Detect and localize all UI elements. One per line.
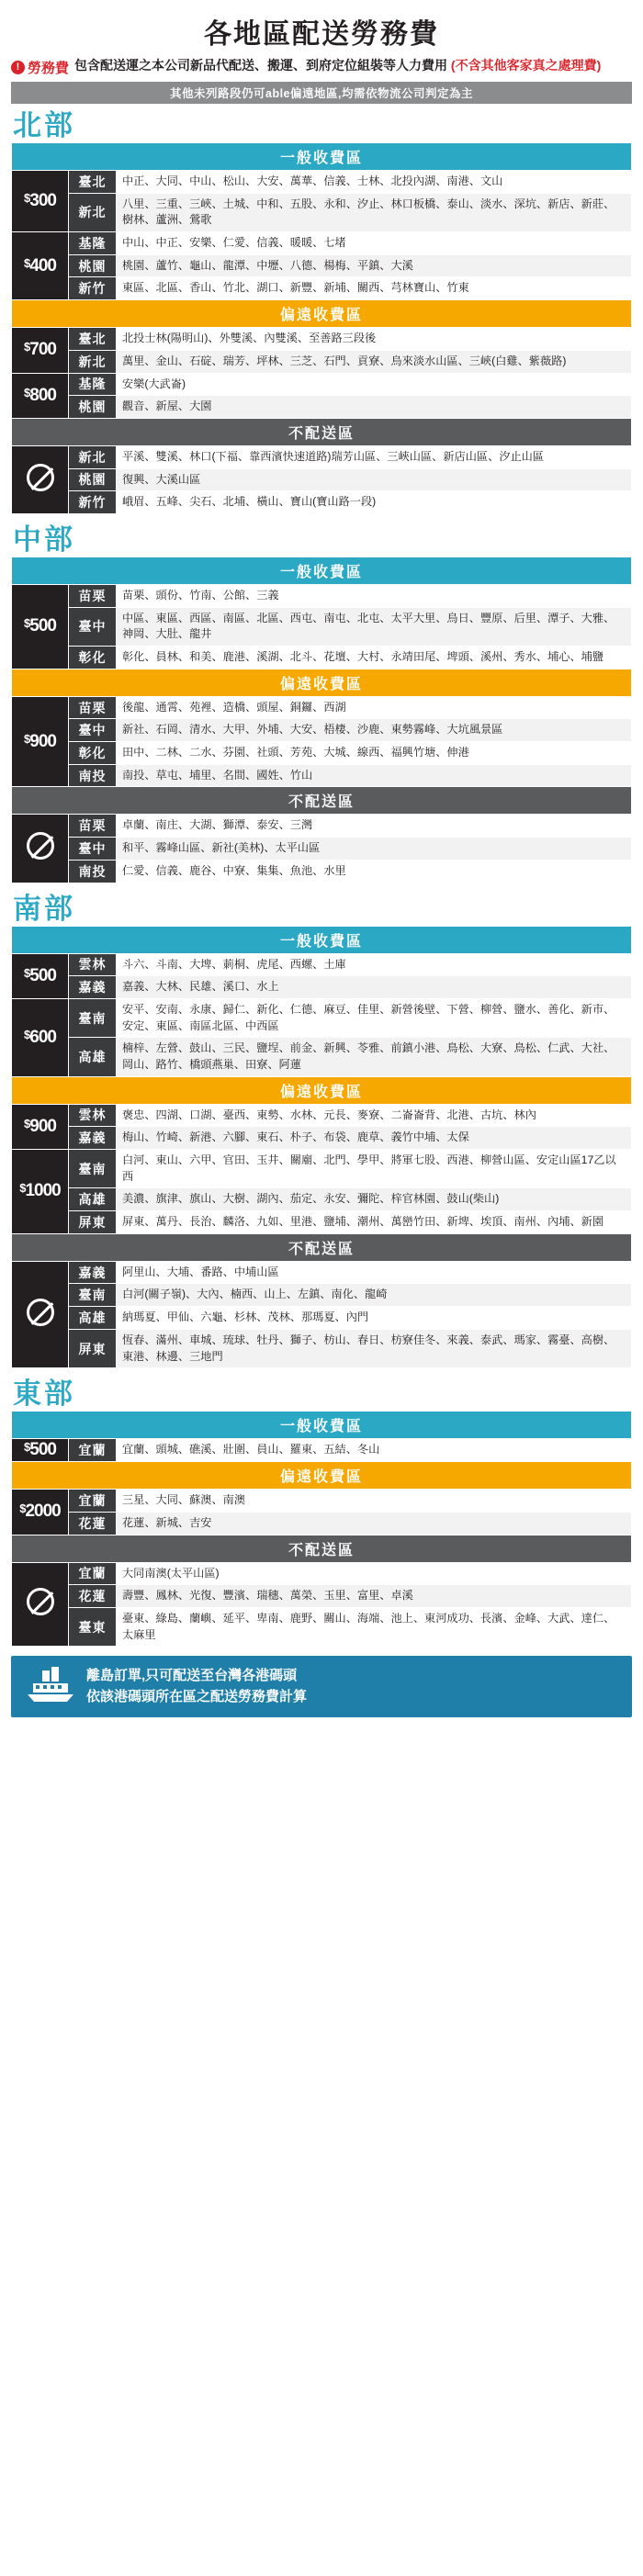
table-row [12,1127,632,1150]
area-list-cell: 阿里山、大埔、番路、中埔山區 [117,1261,632,1284]
city-cell: 基隆 [69,373,117,396]
region-block [11,1378,632,1647]
table-row [12,976,632,999]
table-row [12,193,632,231]
city-cell: 臺南 [69,1284,117,1307]
zone-table [11,1411,632,1647]
region-title: 東部 [13,1378,75,1411]
price-cell: $800 [12,373,69,418]
table-row [12,1439,632,1462]
city-cell: 臺南 [69,1150,117,1188]
band-header-remote: 偏遠收費區 [12,669,632,696]
area-list-cell: 田中、二林、二水、芬園、社頭、芳苑、大城、線西、福興竹塘、伸港 [117,742,632,765]
area-list-cell: 萬里、金山、石碇、瑞芳、坪林、三芝、石門、貢寮、烏來淡水山區、三峽(白雞、紫薇路) [117,350,632,373]
labor-fee-description [74,57,601,74]
area-list-cell: 斗六、斗南、大埤、莿桐、虎尾、西螺、土庫 [117,953,632,976]
no-delivery-icon [12,1562,69,1647]
city-cell: 臺中 [69,607,117,646]
area-list-cell: 壽豐、鳳林、光復、豐濱、瑞穗、萬榮、玉里、富里、卓溪 [117,1585,632,1608]
city-cell: 南投 [69,764,117,787]
table-row [12,1329,632,1367]
city-cell: 花蓮 [69,1512,117,1535]
city-cell: 基隆 [69,232,117,255]
table-row [12,1284,632,1307]
city-cell: 屏東 [69,1329,117,1367]
table-row [12,838,632,861]
area-list-cell: 觀音、新屋、大園 [117,396,632,419]
table-row [12,1607,632,1646]
city-cell: 高雄 [69,1038,117,1076]
subnote-bar: 其他未列路段仍可able偏遠地區,均需依物流公司判定為主 [11,82,632,104]
area-list-cell: 中正、大同、中山、松山、大安、萬華、信義、士林、北投內湖、南港、文山 [117,171,632,194]
band-header-remote: 偏遠收費區 [12,1076,632,1104]
area-list-cell: 仁愛、信義、鹿谷、中寮、集集、魚池、水里 [117,860,632,883]
table-row [12,1038,632,1076]
table-row [12,584,632,607]
price-cell: $900 [12,696,69,787]
region-title: 南部 [13,892,75,925]
city-cell: 苗栗 [69,815,117,838]
city-cell: 新北 [69,193,117,231]
table-row [12,373,632,396]
table-row [12,328,632,351]
price-cell: $300 [12,171,69,232]
table-row [12,1104,632,1127]
area-list-cell: 三星、大同、蘇澳、南澳 [117,1490,632,1513]
city-cell: 宜蘭 [69,1439,117,1462]
city-cell: 新竹 [69,277,117,300]
table-row [12,860,632,883]
area-list-cell: 宜蘭、頭城、礁溪、壯圍、員山、羅東、五結、冬山 [117,1439,632,1462]
city-cell: 苗栗 [69,696,117,719]
city-cell: 臺北 [69,328,117,351]
table-row [12,491,632,514]
area-list-cell: 東區、北區、香山、竹北、湖口、新豐、新埔、關西、芎林寶山、竹東 [117,277,632,300]
area-list-cell: 安平、安南、永康、歸仁、新化、仁德、麻豆、佳里、新營後壁、下營、柳營、鹽水、善化、新市、安定、東區、南區北區、中西區 [117,998,632,1037]
area-list-cell: 楠梓、左營、鼓山、三民、鹽埕、前金、新興、苓雅、前鎮小港、鳥松、大寮、鳥松、仁武、大社、岡山、路竹、橋頭燕巢、田寮、阿蓮 [117,1038,632,1076]
footer-line-2: 依該港碼頭所在區之配送勞務費計算 [86,1688,308,1704]
city-cell: 宜蘭 [69,1562,117,1585]
table-row [12,1150,632,1188]
area-list-cell: 中區、東區、西區、南區、北區、西屯、南屯、北屯、太平大里、烏日、豐原、后里、潭子、大雅、神岡、大肚、龍井 [117,607,632,646]
area-list-cell: 苗栗、頭份、竹南、公館、三義 [117,584,632,607]
area-list-cell: 梅山、竹崎、新港、六腳、東石、朴子、布袋、鹿草、義竹中埔、太保 [117,1127,632,1150]
table-row [12,742,632,765]
band-header-normal: 一般收費區 [12,1412,632,1439]
city-cell: 雲林 [69,953,117,976]
band-header-none: 不配送區 [12,418,632,445]
area-list-cell: 美濃、旗津、旗山、大樹、湖內、茄定、永安、彌陀、梓官林園、鼓山(柴山) [117,1188,632,1211]
table-row [12,277,632,300]
footer-banner [11,1656,632,1717]
price-cell: $2000 [12,1490,69,1535]
table-row [12,719,632,742]
city-cell: 高雄 [69,1188,117,1211]
exclamation-icon: ! [11,61,25,74]
area-list-cell: 臺東、綠島、蘭嶼、延平、卑南、鹿野、關山、海端、池上、東河成功、長濱、金峰、大武、達仁、太麻里 [117,1607,632,1646]
table-row [12,1211,632,1234]
labor-fee-row [7,57,636,81]
table-row [12,1562,632,1585]
area-list-cell: 安樂(大武崙) [117,373,632,396]
no-delivery-icon [12,815,69,883]
table-row [12,1261,632,1284]
table-row [12,1512,632,1535]
area-list-cell: 南投、草屯、埔里、名間、國姓、竹山 [117,764,632,787]
area-list-cell: 褒忠、四湖、口湖、臺西、東勢、水林、元長、麥寮、二崙崙背、北港、古坑、林內 [117,1104,632,1127]
city-cell: 花蓮 [69,1585,117,1608]
labor-fee-label: 勞務費 [28,61,70,76]
region-block [11,523,632,883]
footer-line-1: 離島訂單,只可配送至台灣各港碼頭 [86,1668,298,1684]
city-cell: 桃園 [69,254,117,277]
table-row [12,607,632,646]
labor-fee-badge [11,57,69,77]
city-cell: 嘉義 [69,1127,117,1150]
area-list-cell: 彰化、員林、和美、鹿港、溪湖、北斗、花壇、大村、永靖田尾、埤頭、溪州、秀水、埔心、埔鹽 [117,647,632,669]
table-row [12,350,632,373]
prohibited-icon [27,1299,54,1326]
table-row [12,445,632,468]
price-cell: $900 [12,1104,69,1149]
ship-icon [24,1665,77,1708]
area-list-cell: 大同南澳(太平山區) [117,1562,632,1585]
table-row [12,1188,632,1211]
table-row [12,468,632,491]
area-list-cell: 桃園、蘆竹、龜山、龍潭、中壢、八德、楊梅、平鎮、大溪 [117,254,632,277]
city-cell: 臺南 [69,998,117,1037]
price-cell: $600 [12,998,69,1076]
city-cell: 嘉義 [69,976,117,999]
labor-fee-note: (不含其他客家真之處理費) [450,58,602,73]
table-row [12,1585,632,1608]
regions-container [7,109,636,1647]
city-cell: 雲林 [69,1104,117,1127]
price-cell: $400 [12,232,69,300]
city-cell: 新北 [69,445,117,468]
price-cell: $500 [12,584,69,669]
area-list-cell: 中山、中正、安樂、仁愛、信義、暖暖、七堵 [117,232,632,255]
city-cell: 桃園 [69,396,117,419]
city-cell: 臺東 [69,1607,117,1646]
city-cell: 臺中 [69,838,117,861]
band-header-none: 不配送區 [12,787,632,815]
area-list-cell: 花蓮、新城、吉安 [117,1512,632,1535]
band-header-remote: 偏遠收費區 [12,300,632,328]
page-title: 各地區配送勞務費 [204,19,439,50]
labor-fee-text: 包含配送運之本公司新品代配送、搬運、到府定位組裝等人力費用 [74,58,448,73]
prohibited-icon [27,1588,54,1615]
area-list-cell: 平溪、雙溪、林口(下福、靠西濱快速道路)瑞芳山區、三峽山區、新店山區、汐止山區 [117,445,632,468]
price-cell: $700 [12,328,69,373]
area-list-cell: 和平、霧峰山區、新社(美林)、太平山區 [117,838,632,861]
area-list-cell: 復興、大溪山區 [117,468,632,491]
area-list-cell: 白河(關子嶺)、大內、楠西、山上、左鎮、南化、龍崎 [117,1284,632,1307]
city-cell: 宜蘭 [69,1490,117,1513]
city-cell: 屏東 [69,1211,117,1234]
table-row [12,171,632,194]
region-block [11,893,632,1369]
city-cell: 臺中 [69,719,117,742]
region-title: 中部 [13,523,75,556]
city-cell: 高雄 [69,1307,117,1330]
city-cell: 彰化 [69,647,117,669]
city-cell: 臺北 [69,171,117,194]
no-delivery-icon [12,1261,69,1367]
city-cell: 南投 [69,860,117,883]
zone-table [11,142,632,514]
zone-table [11,926,632,1369]
area-list-cell: 後龍、通霄、苑裡、造橋、頭屋、銅鑼、西湖 [117,696,632,719]
city-cell: 嘉義 [69,1261,117,1284]
area-list-cell: 新社、石岡、清水、大甲、外埔、大安、梧棲、沙鹿、東勢霧峰、大坑風景區 [117,719,632,742]
region-block [11,109,632,514]
region-title: 北部 [13,109,75,141]
area-list-cell: 白河、東山、六甲、官田、玉井、關廟、北門、學甲、將軍七股、西港、柳營山區、安定山區17乙以西 [117,1150,632,1188]
area-list-cell: 八里、三重、三峽、土城、中和、五股、永和、汐止、林口板橋、泰山、淡水、深坑、新店、新莊、樹林、蘆洲、鶯歌 [117,193,632,231]
price-cell: $1000 [12,1150,69,1234]
area-list-cell: 北投士林(陽明山)、外雙溪、內雙溪、至善路三段後 [117,328,632,351]
area-list-cell: 卓蘭、南庄、大湖、獅潭、泰安、三灣 [117,815,632,838]
city-cell: 新北 [69,350,117,373]
area-list-cell: 嘉義、大林、民雄、溪口、水上 [117,976,632,999]
area-list-cell: 屏東、萬丹、長治、麟洛、九如、里港、鹽埔、潮州、萬巒竹田、新埤、埃頂、南州、內埔、新園 [117,1211,632,1234]
area-list-cell: 納瑪夏、甲仙、六龜、杉林、茂林、那瑪夏、內門 [117,1307,632,1330]
table-row [12,1490,632,1513]
table-row [12,647,632,669]
band-header-remote: 偏遠收費區 [12,1462,632,1490]
city-cell: 彰化 [69,742,117,765]
city-cell: 新竹 [69,491,117,514]
city-cell: 苗栗 [69,584,117,607]
zone-table [11,557,632,883]
band-header-normal: 一般收費區 [12,143,632,171]
price-cell: $500 [12,953,69,998]
band-header-normal: 一般收費區 [12,926,632,953]
table-row [12,696,632,719]
city-cell: 桃園 [69,468,117,491]
price-cell: $500 [12,1439,69,1462]
prohibited-icon [27,464,54,491]
table-row [12,815,632,838]
band-header-none: 不配送區 [12,1233,632,1261]
band-header-normal: 一般收費區 [12,557,632,584]
prohibited-icon [27,832,54,860]
area-list-cell: 恆春、滿州、車城、琉球、牡丹、獅子、枋山、春日、枋寮佳冬、來義、泰武、瑪家、霧臺、高樹、東港、林邊、三地門 [117,1329,632,1367]
band-header-none: 不配送區 [12,1535,632,1562]
table-row [12,1307,632,1330]
footer-text [86,1666,307,1707]
no-delivery-icon [12,445,69,513]
area-list-cell: 峨眉、五峰、尖石、北埔、橫山、寶山(寶山路一段) [117,491,632,514]
table-row [12,396,632,419]
table-row [12,764,632,787]
table-row [12,254,632,277]
table-row [12,953,632,976]
table-row [12,232,632,255]
table-row [12,998,632,1037]
